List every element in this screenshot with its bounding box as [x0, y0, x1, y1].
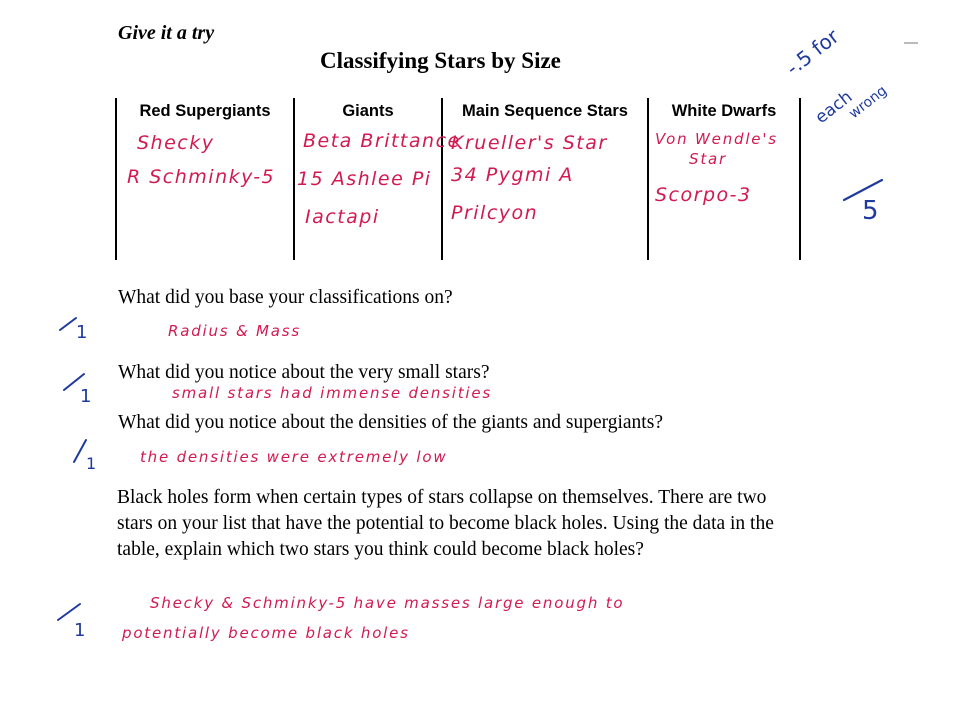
question-answer: the densities were extremely low	[140, 448, 448, 466]
table-entry: Krueller's Star	[451, 132, 608, 154]
question-answer: Radius & Mass	[168, 322, 302, 340]
question-prompt: What did you base your classifications on?	[118, 287, 453, 308]
table-divider	[441, 98, 443, 260]
table-entry: Prilcyon	[451, 202, 539, 224]
question-score: 1	[86, 454, 97, 473]
question-prompt: What did you notice about the densities of the giants and supergiants?	[118, 412, 663, 433]
grader-note: each	[811, 86, 857, 128]
table-entry: Von Wendle's	[655, 130, 778, 148]
table-entry: Star	[689, 150, 727, 168]
column-header-white-dwarfs: White Dwarfs	[671, 102, 777, 120]
question-answer: Shecky & Schminky-5 have masses large enough to	[150, 594, 625, 612]
grader-note: -.5 for	[781, 24, 844, 80]
corner-mark	[904, 42, 918, 44]
question-score: 1	[76, 322, 88, 343]
table-divider	[799, 98, 801, 260]
table-entry: Iactapi	[305, 206, 380, 228]
worksheet-title: Classifying Stars by Size	[320, 48, 561, 73]
question-prompt: What did you notice about the very small stars?	[118, 362, 490, 383]
question-score: 1	[80, 386, 92, 407]
table-divider	[115, 98, 117, 260]
table-entry: 15 Ashlee Pi	[297, 168, 432, 190]
table-divider	[293, 98, 295, 260]
column-header-giants: Giants	[342, 102, 394, 120]
black-holes-question: Black holes form when certain types of stars collapse on themselves. There are two stars on your list that have the potential to become black holes. Using the data in the table, explain which two stars you think could become black holes?	[117, 487, 774, 560]
table-entry: Beta Brittance	[303, 130, 461, 152]
table-entry: R Schminky-5	[127, 166, 276, 188]
question-answer: small stars had immense densities	[172, 384, 493, 402]
classification-table	[115, 98, 801, 260]
table-entry: Scorpo-3	[655, 184, 752, 206]
table-entry: Shecky	[137, 132, 215, 154]
table-entry: 34 Pygmi A	[451, 164, 574, 186]
table-divider	[647, 98, 649, 260]
column-header-red-supergiants: Red Supergiants	[139, 102, 271, 120]
column-header-main-sequence: Main Sequence Stars	[462, 102, 628, 120]
table-score: 5	[862, 196, 879, 226]
question-answer: potentially become black holes	[122, 624, 410, 642]
question-score: 1	[74, 620, 86, 641]
grader-note: wrong	[846, 82, 891, 122]
worksheet-label: Give it a try	[118, 22, 215, 44]
